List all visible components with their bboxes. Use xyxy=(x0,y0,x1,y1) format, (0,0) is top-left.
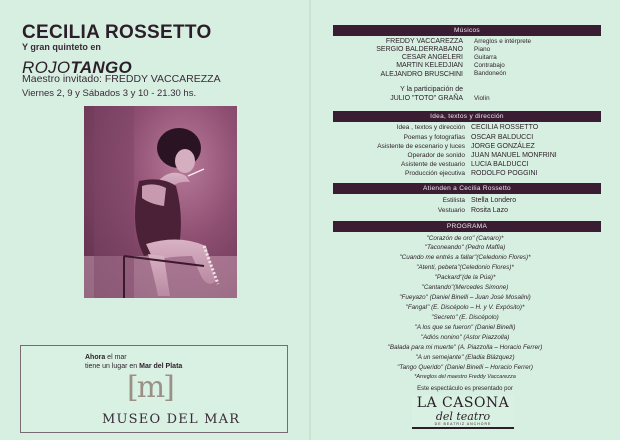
program-item: "Balada para mi muerte" (A. Piazzolla – Horacio Ferrer) xyxy=(387,344,543,351)
ad-line1-rest: el mar xyxy=(105,354,127,361)
logo-part-a: ROJO xyxy=(22,58,71,77)
program-item: "Atenti, pebeta"(Celedonio Flores)* xyxy=(416,264,514,271)
credit-label: Asistente de escenario y luces xyxy=(377,143,465,150)
musician-role: Contrabajo xyxy=(474,62,505,69)
idea-header: Idea, textos y dirección xyxy=(333,111,601,122)
credit-value: RODOLFO POGGINI xyxy=(471,170,538,177)
program-item: "Adiós nonino" (Astor Piazzolla) xyxy=(420,334,510,341)
program-item: "Fueyazo" (Daniel Binelli – Juan José Mosalini) xyxy=(399,294,531,301)
credit-label: Poemas y fotografías xyxy=(403,134,465,141)
musician-name: FREDDY VACCAREZZA xyxy=(385,38,463,45)
credit-value: LUCIA BALDUCCI xyxy=(471,161,529,168)
credit-value: OSCAR BALDUCCI xyxy=(471,134,534,141)
stylist-value: Stella Londero xyxy=(471,197,517,204)
program-item: "Cantando"(Mercedes Simone) xyxy=(421,284,509,291)
musicos-header: Músicos xyxy=(333,25,601,36)
programa-header: PROGRAMA xyxy=(333,221,601,232)
museo-logo-mark: [m] xyxy=(127,370,173,405)
credit-label: Operador de sonido xyxy=(407,152,465,159)
program-item: "Corazón de oro" (Canaro)* xyxy=(426,235,504,242)
casona-title: LA CASONA xyxy=(416,395,510,411)
program-item: "Tango Querido" (Daniel Binelli – Horacio Ferrer) xyxy=(397,364,533,371)
museo-name: MUSEO DEL MAR xyxy=(102,412,241,427)
musician-role: Arreglos e intérprete xyxy=(474,38,532,45)
arrangements-note: *Arreglos del maestro Freddy Vaccarezza xyxy=(414,374,516,380)
credit-value: JORGE GONZÁLEZ xyxy=(471,143,535,150)
show-title: CECILIA ROSSETTO xyxy=(22,22,212,43)
wardrobe-label: Vestuario xyxy=(437,207,465,214)
program-item: "A los que se fueron" (Daniel Binelli) xyxy=(414,324,516,331)
performer-photo xyxy=(84,106,237,298)
credit-label: Producción ejecutiva xyxy=(405,170,465,177)
musician-name: SERGIO BALDERRABANO xyxy=(376,46,463,53)
participation-label: Y la participación de xyxy=(400,86,463,93)
ad-line2-bold: Mar del Plata xyxy=(139,363,183,370)
wardrobe-value: Rosita Lazo xyxy=(471,207,508,214)
musician-role: Guitarra xyxy=(474,54,497,61)
casona-owner: DE BEATRIZ ANCHORE xyxy=(434,422,492,426)
presented-by: Este espectáculo es presentado por xyxy=(417,386,513,392)
musician-name: CESAR ANGELERI xyxy=(401,54,463,61)
stylist-label: Estilista xyxy=(442,197,465,204)
ad-tagline xyxy=(85,353,182,371)
show-subtitle: Y gran quinteto en xyxy=(22,42,101,52)
program-item: "Taconeando" (Pedro Maffia) xyxy=(424,244,506,251)
program-item: "A un semejante" (Eladia Blázquez) xyxy=(415,354,515,361)
guest-musician-role: Violín xyxy=(474,95,490,102)
program-item: "Fangal" (E. Discépolo – H. y V. Expósito)* xyxy=(405,304,525,311)
ad-line2-pre: tiene un lugar en xyxy=(85,363,140,370)
program-item: "Secreto" (E. Discépolo) xyxy=(431,314,499,321)
credit-value: CECILIA ROSSETTO xyxy=(471,124,539,131)
casona-subtitle: del teatro xyxy=(435,410,491,423)
left-panel xyxy=(0,0,309,440)
page-fold xyxy=(309,0,311,440)
musician-name: ALEJANDRO BRUSCHINI xyxy=(380,71,463,78)
program-item: "Packard"(de la Púa)* xyxy=(434,274,496,281)
musician-name: MARTIN KELEDJIAN xyxy=(396,62,463,69)
credit-label: Asistente de vestuario xyxy=(401,161,465,168)
logo-part-b: TANGO xyxy=(70,58,133,77)
guest-musician-name: JULIO "TOTO" GRAÑA xyxy=(390,95,463,102)
la-casona-logo xyxy=(412,395,514,429)
musician-role: Piano xyxy=(474,46,491,53)
program-item: "Cuando me entrés a fallar"(Celedonio Flores)* xyxy=(399,254,531,261)
show-dates: Viernes 2, 9 y Sábados 3 y 10 - 21.30 hs. xyxy=(22,88,197,99)
ad-now-bold: Ahora xyxy=(85,354,106,361)
credit-label: Idea , textos y dirección xyxy=(396,124,465,131)
musician-role: Bandoneón xyxy=(474,70,507,77)
atienden-header: Atienden a Cecilia Rossetto xyxy=(333,183,601,194)
credit-value: JUAN MANUEL MONFRINI xyxy=(471,152,557,159)
guest-maestro: Maestro invitado: FREDDY VACCAREZZA xyxy=(22,73,221,85)
